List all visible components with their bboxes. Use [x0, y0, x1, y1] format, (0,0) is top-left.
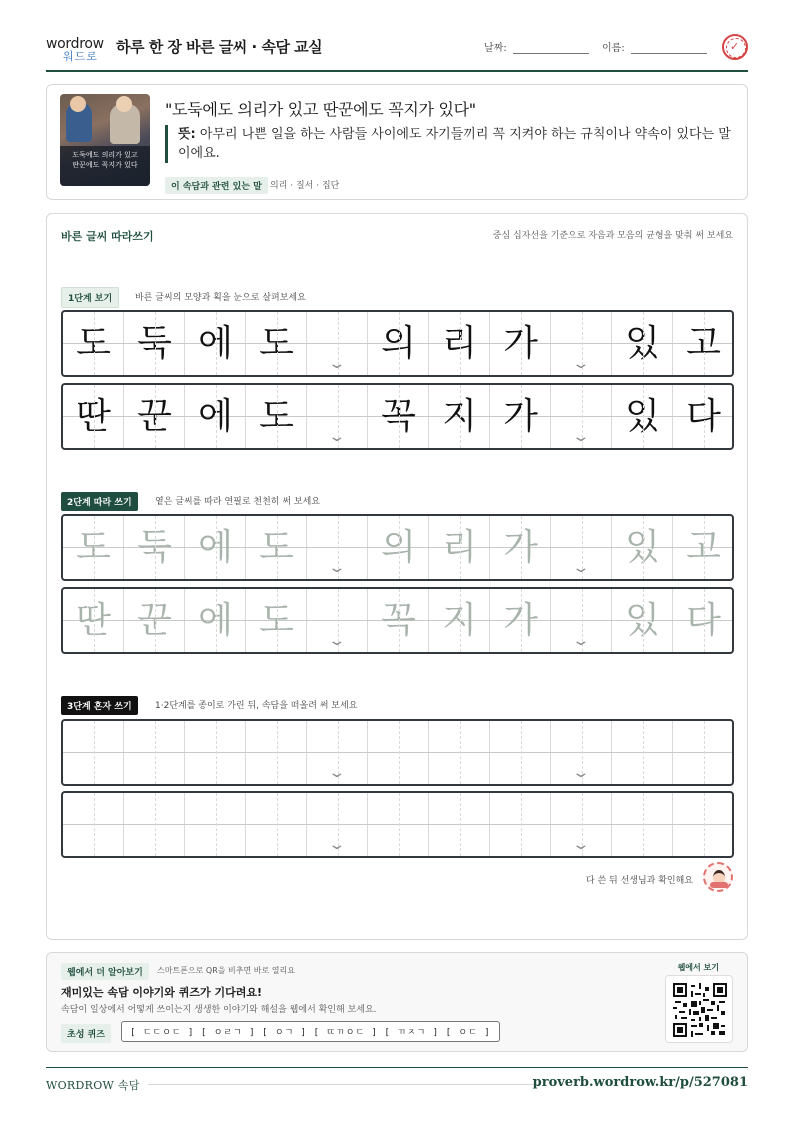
grid-character: 도	[259, 323, 294, 364]
center-guide	[94, 793, 95, 856]
center-guide	[460, 516, 461, 579]
grid-character: 가	[503, 323, 538, 364]
grid-cell[interactable]	[368, 793, 429, 856]
illustration-caption: 도둑에도 의리가 있고 딴꾼에도 꼭지가 있다	[72, 151, 138, 169]
grid-character: 에	[198, 323, 233, 364]
center-guide	[643, 793, 644, 856]
center-guide	[521, 721, 522, 784]
grid-cell	[246, 312, 307, 375]
grid-cell[interactable]	[246, 793, 307, 856]
center-guide	[521, 516, 522, 579]
center-guide	[155, 721, 156, 784]
space-chevron-icon: ⌄	[327, 560, 347, 576]
web-title: 재미있는 속담 이야기와 퀴즈가 기다려요!	[61, 986, 262, 999]
footer-brand: WORDROW 속담	[46, 1079, 140, 1092]
grid-cell[interactable]	[246, 516, 307, 579]
grid-cell[interactable]	[612, 516, 673, 579]
grid-cell	[429, 312, 490, 375]
practice-title: 바른 글씨 따라쓰기	[61, 230, 154, 243]
space-chevron-icon: ⌄	[571, 633, 591, 649]
center-guide	[521, 793, 522, 856]
step3-text: 1·2단계를 종이로 가린 뒤, 속담을 떠올려 써 보세요	[155, 701, 358, 711]
center-guide	[704, 516, 705, 579]
center-guide	[216, 312, 217, 375]
grid-cell[interactable]	[429, 721, 490, 784]
grid-character: 있	[625, 396, 660, 437]
grid-cell[interactable]	[490, 589, 551, 652]
step3-badge: 3단계 혼자 쓰기	[61, 696, 138, 715]
writing-row-view-2	[61, 383, 734, 450]
writing-row-trace-1[interactable]	[61, 514, 734, 581]
space-chevron-icon: ⌄	[327, 837, 347, 853]
step1-text: 바른 글씨의 모양과 획을 눈으로 살펴보세요	[135, 293, 306, 303]
grid-character: 의	[381, 323, 416, 364]
grid-cell[interactable]	[673, 793, 734, 856]
center-guide	[94, 385, 95, 448]
center-guide	[704, 721, 705, 784]
grid-cell	[490, 385, 551, 448]
grid-cell	[185, 385, 246, 448]
grid-cell[interactable]	[63, 721, 124, 784]
center-guide	[704, 793, 705, 856]
qr-code-icon	[673, 983, 727, 1037]
center-guide	[643, 385, 644, 448]
step1-badge: 1단계 보기	[61, 287, 119, 308]
grid-character: 도	[76, 527, 111, 568]
practice-hint: 중심 십자선을 기준으로 자음과 모음의 균형을 맞춰 써 보세요	[492, 231, 733, 241]
center-guide	[216, 721, 217, 784]
center-guide	[277, 589, 278, 652]
page-header	[46, 30, 748, 72]
center-guide	[521, 589, 522, 652]
center-guide	[704, 312, 705, 375]
writing-row-blank-1[interactable]	[61, 719, 734, 786]
center-guide	[216, 589, 217, 652]
grid-cell[interactable]	[124, 721, 185, 784]
footer-url[interactable]: proverb.wordrow.kr/p/527081	[532, 1075, 748, 1090]
grid-cell	[673, 385, 734, 448]
grid-cell	[246, 385, 307, 448]
grid-cell[interactable]	[185, 793, 246, 856]
grid-cell[interactable]	[490, 721, 551, 784]
grid-cell	[124, 385, 185, 448]
grid-character: 꾼	[137, 396, 172, 437]
center-guide	[399, 385, 400, 448]
grid-cell[interactable]	[673, 516, 734, 579]
grid-character: 가	[503, 600, 538, 641]
grid-character: 지	[442, 600, 477, 641]
name-line[interactable]	[631, 43, 707, 54]
page-footer	[46, 1067, 748, 1097]
grid-character: 꾼	[137, 600, 172, 641]
grid-cell	[124, 312, 185, 375]
center-guide	[643, 589, 644, 652]
grid-cell[interactable]	[246, 589, 307, 652]
grid-character: 도	[259, 396, 294, 437]
grid-cell[interactable]	[429, 589, 490, 652]
grid-character: 에	[198, 396, 233, 437]
center-guide	[277, 721, 278, 784]
center-guide	[399, 516, 400, 579]
grid-character: 가	[503, 396, 538, 437]
center-guide	[155, 385, 156, 448]
grid-cell	[63, 385, 124, 448]
proverb-meaning: 뜻: 아무리 나쁜 일을 하는 사람들 사이에도 자기들끼리 꼭 지켜야 하는 규칙이나 약속이 있다는 말이에요.	[165, 125, 735, 163]
space-chevron-icon: ⌄	[571, 837, 591, 853]
grid-cell[interactable]	[612, 721, 673, 784]
center-guide	[94, 721, 95, 784]
chosung-quiz: [ ㄷㄷㅇㄷ ] [ ㅇㄹㄱ ] [ ㅇㄱ ] [ ㄸㄲㅇㄷ ] [ ㄲㅈㄱ ] [ ㅇㄷ ]	[121, 1021, 500, 1042]
grid-cell[interactable]	[124, 589, 185, 652]
center-guide	[643, 516, 644, 579]
grid-cell[interactable]	[185, 589, 246, 652]
grid-character: 딴	[76, 396, 111, 437]
center-guide	[460, 385, 461, 448]
practice-card	[46, 213, 748, 940]
grid-character: 다	[686, 600, 721, 641]
center-guide	[277, 516, 278, 579]
grid-character: 있	[625, 323, 660, 364]
space-chevron-icon: ⌄	[327, 633, 347, 649]
grid-character: 도	[259, 600, 294, 641]
grid-cell[interactable]	[124, 516, 185, 579]
step2-text: 옅은 글씨를 따라 연필로 천천히 써 보세요	[155, 497, 320, 507]
grid-cell[interactable]	[429, 516, 490, 579]
grid-cell	[673, 312, 734, 375]
center-guide	[277, 385, 278, 448]
quiz-label: 초성 퀴즈	[61, 1024, 111, 1043]
center-guide	[704, 385, 705, 448]
center-guide	[460, 312, 461, 375]
proverb-illustration	[60, 94, 150, 186]
grid-cell[interactable]	[124, 793, 185, 856]
qr-code[interactable]	[665, 975, 733, 1043]
space-chevron-icon: ⌄	[327, 429, 347, 445]
grid-character: 꼭	[381, 600, 416, 641]
writing-row-trace-2[interactable]	[61, 587, 734, 654]
grid-cell	[612, 312, 673, 375]
grid-character: 고	[686, 323, 721, 364]
center-guide	[94, 312, 95, 375]
center-guide	[460, 721, 461, 784]
center-guide	[460, 793, 461, 856]
grid-character: 다	[686, 396, 721, 437]
qr-label: 웹에서 보기	[677, 963, 719, 972]
web-card	[46, 952, 748, 1052]
grid-cell[interactable]	[368, 589, 429, 652]
center-guide	[155, 516, 156, 579]
grid-cell	[368, 385, 429, 448]
grid-cell[interactable]	[368, 516, 429, 579]
center-guide	[94, 516, 95, 579]
center-guide	[216, 385, 217, 448]
grid-character: 에	[198, 527, 233, 568]
proverb-card	[46, 84, 748, 200]
center-guide	[277, 793, 278, 856]
center-guide	[155, 312, 156, 375]
grid-cell[interactable]	[612, 589, 673, 652]
grid-cell	[63, 312, 124, 375]
step2-badge: 2단계 따라 쓰기	[61, 492, 138, 511]
space-chevron-icon: ⌄	[571, 560, 591, 576]
space-chevron-icon: ⌄	[327, 765, 347, 781]
center-guide	[399, 589, 400, 652]
teacher-icon	[703, 862, 733, 892]
check-note: 다 쓴 뒤 선생님과 확인해요	[585, 876, 693, 886]
grid-character: 의	[381, 527, 416, 568]
center-guide	[399, 312, 400, 375]
date-line[interactable]	[513, 43, 589, 54]
center-guide	[643, 721, 644, 784]
grid-character: 리	[442, 323, 477, 364]
center-guide	[399, 793, 400, 856]
center-guide	[216, 793, 217, 856]
space-chevron-icon: ⌄	[327, 356, 347, 372]
grid-character: 있	[625, 600, 660, 641]
web-description: 속담이 일상에서 어떻게 쓰이는지 생생한 이야기와 해설을 웹에서 확인해 보세요.	[61, 1005, 377, 1015]
center-guide	[521, 312, 522, 375]
grid-cell	[185, 312, 246, 375]
space-chevron-icon: ⌄	[571, 356, 591, 372]
grid-cell[interactable]	[673, 589, 734, 652]
grid-character: 있	[625, 527, 660, 568]
stamp-icon	[722, 34, 748, 60]
center-guide	[399, 721, 400, 784]
center-guide	[277, 312, 278, 375]
grid-cell[interactable]	[63, 516, 124, 579]
writing-row-blank-2[interactable]	[61, 791, 734, 858]
proverb-quote: "도둑에도 의리가 있고 딴꾼에도 꼭지가 있다"	[165, 100, 476, 119]
center-guide	[155, 793, 156, 856]
grid-character: 둑	[137, 527, 172, 568]
grid-cell[interactable]	[368, 721, 429, 784]
space-chevron-icon: ⌄	[571, 429, 591, 445]
grid-character: 둑	[137, 323, 172, 364]
grid-cell	[429, 385, 490, 448]
grid-cell[interactable]	[490, 793, 551, 856]
center-guide	[155, 589, 156, 652]
grid-cell[interactable]	[673, 721, 734, 784]
grid-character: 딴	[76, 600, 111, 641]
grid-cell	[368, 312, 429, 375]
center-guide	[94, 589, 95, 652]
grid-character: 지	[442, 396, 477, 437]
name-field[interactable]: 이름:	[602, 39, 707, 54]
grid-cell[interactable]	[612, 793, 673, 856]
grid-cell	[612, 385, 673, 448]
grid-cell[interactable]	[246, 721, 307, 784]
center-guide	[460, 589, 461, 652]
grid-character: 도	[259, 527, 294, 568]
related-words: 의리 · 질서 · 집단	[270, 181, 340, 191]
grid-character: 가	[503, 527, 538, 568]
web-badge: 웹에서 더 알아보기	[61, 963, 149, 980]
grid-cell[interactable]	[185, 721, 246, 784]
date-field[interactable]: 날짜:	[484, 39, 589, 54]
grid-cell[interactable]	[185, 516, 246, 579]
grid-character: 도	[76, 323, 111, 364]
wordrow-logo: wordrow 워드로	[46, 36, 104, 63]
grid-character: 리	[442, 527, 477, 568]
grid-character: 고	[686, 527, 721, 568]
writing-row-view-1	[61, 310, 734, 377]
grid-cell[interactable]	[429, 793, 490, 856]
grid-cell	[490, 312, 551, 375]
center-guide	[521, 385, 522, 448]
center-guide	[704, 589, 705, 652]
center-guide	[643, 312, 644, 375]
space-chevron-icon: ⌄	[571, 765, 591, 781]
grid-cell[interactable]	[63, 589, 124, 652]
related-label: 이 속담과 관련 있는 말	[165, 177, 268, 194]
grid-character: 꼭	[381, 396, 416, 437]
page-title: 하루 한 장 바른 글씨 · 속담 교실	[116, 38, 323, 56]
grid-character: 에	[198, 600, 233, 641]
grid-cell[interactable]	[490, 516, 551, 579]
grid-cell[interactable]	[63, 793, 124, 856]
center-guide	[216, 516, 217, 579]
web-subtext: 스마트폰으로 QR을 비추면 바로 열리요	[157, 966, 295, 975]
